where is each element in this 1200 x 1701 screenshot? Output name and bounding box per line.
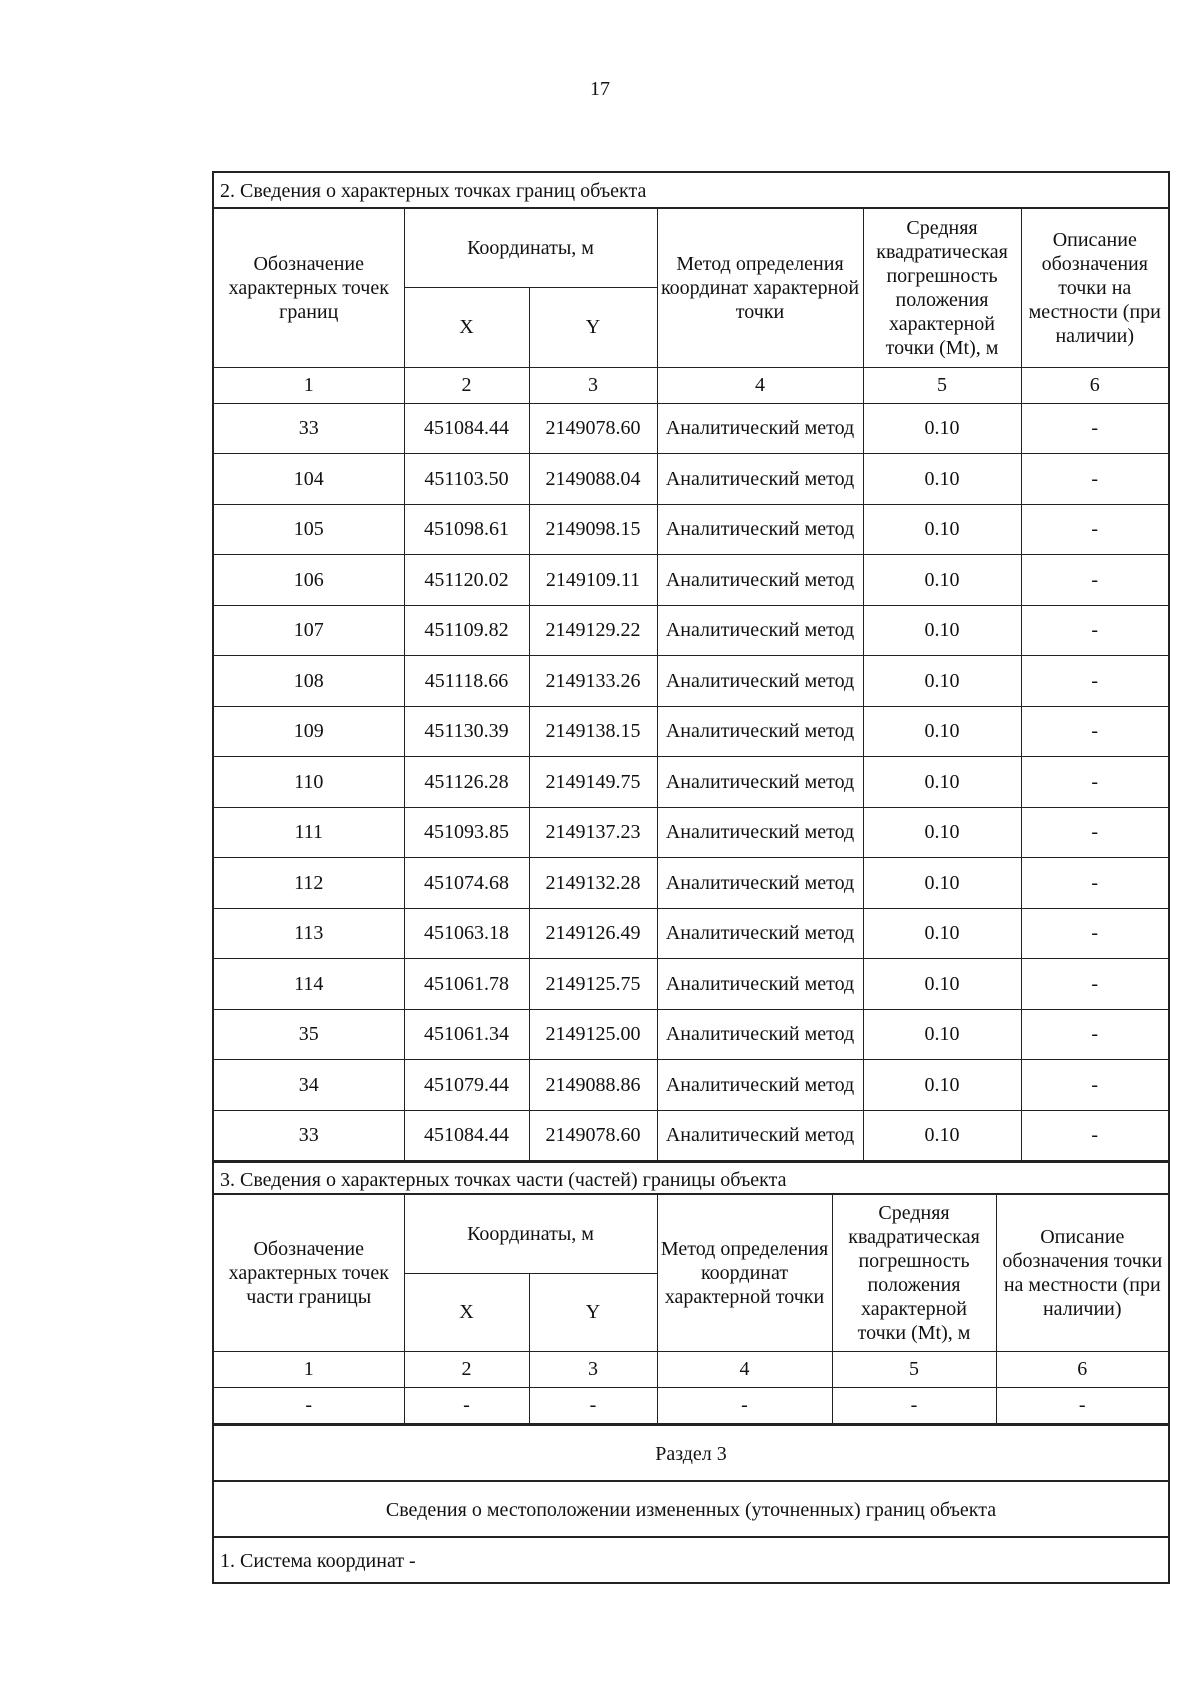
coordinate-system-line: 1. Система координат - xyxy=(214,1536,1168,1582)
description-cell: - xyxy=(1021,656,1168,707)
table-row xyxy=(214,555,1168,606)
table-cell: - xyxy=(832,1387,996,1423)
section-3-title: 3. Сведения о характерных точках части (частей) границы объекта xyxy=(214,1161,1168,1195)
point-cell: 110 xyxy=(214,757,404,808)
description-cell: - xyxy=(1021,908,1168,959)
document-frame xyxy=(212,171,1170,1584)
y-cell: 2149109.11 xyxy=(529,555,657,606)
method-cell: Аналитический метод xyxy=(657,1110,863,1161)
column-number: 6 xyxy=(996,1351,1168,1387)
table-row xyxy=(214,1060,1168,1111)
method-cell: Аналитический метод xyxy=(657,908,863,959)
point-cell: 106 xyxy=(214,555,404,606)
header-coordinates: Координаты, м xyxy=(404,209,657,287)
x-cell: 451093.85 xyxy=(404,807,529,858)
y-cell: 2149132.28 xyxy=(529,858,657,909)
y-cell: 2149133.26 xyxy=(529,656,657,707)
column-number: 3 xyxy=(529,367,657,403)
table-row xyxy=(214,1009,1168,1060)
header-method: Метод определения координат характерной точки xyxy=(657,209,863,367)
header-y: Y xyxy=(529,287,657,367)
mt-cell: 0.10 xyxy=(863,504,1021,555)
mt-cell: 0.10 xyxy=(863,1110,1021,1161)
header-point-designation: Обозначение характерных точек части границы xyxy=(214,1195,404,1351)
mt-cell: 0.10 xyxy=(863,959,1021,1010)
y-cell: 2149129.22 xyxy=(529,605,657,656)
point-cell: 111 xyxy=(214,807,404,858)
section-heading: Раздел 3 xyxy=(214,1424,1168,1480)
point-cell: 33 xyxy=(214,403,404,454)
point-cell: 33 xyxy=(214,1110,404,1161)
y-cell: 2149088.04 xyxy=(529,454,657,505)
mt-cell: 0.10 xyxy=(863,1060,1021,1111)
method-cell: Аналитический метод xyxy=(657,454,863,505)
x-cell: 451061.34 xyxy=(404,1009,529,1060)
column-number: 4 xyxy=(657,367,863,403)
x-cell: 451079.44 xyxy=(404,1060,529,1111)
table-row xyxy=(214,656,1168,707)
description-cell: - xyxy=(1021,959,1168,1010)
section-2-title: 2. Сведения о характерных точках границ объекта xyxy=(214,173,1168,209)
table-row xyxy=(214,504,1168,555)
mt-cell: 0.10 xyxy=(863,757,1021,808)
y-cell: 2149098.15 xyxy=(529,504,657,555)
x-cell: 451118.66 xyxy=(404,656,529,707)
x-cell: 451084.44 xyxy=(404,403,529,454)
header-description: Описание обозначения точки на местности (при наличии) xyxy=(1021,209,1168,367)
table-row xyxy=(214,959,1168,1010)
description-cell: - xyxy=(1021,1060,1168,1111)
y-cell: 2149088.86 xyxy=(529,1060,657,1111)
description-cell: - xyxy=(1021,1009,1168,1060)
table-row xyxy=(214,706,1168,757)
point-cell: 34 xyxy=(214,1060,404,1111)
description-cell: - xyxy=(1021,454,1168,505)
part-boundary-points-table xyxy=(214,1195,1168,1424)
table-cell: - xyxy=(404,1387,529,1423)
header-description: Описание обозначения точки на местности (при наличии) xyxy=(996,1195,1168,1351)
column-number: 4 xyxy=(657,1351,832,1387)
method-cell: Аналитический метод xyxy=(657,504,863,555)
x-cell: 451126.28 xyxy=(404,757,529,808)
table-cell: - xyxy=(529,1387,657,1423)
mt-cell: 0.10 xyxy=(863,555,1021,606)
method-cell: Аналитический метод xyxy=(657,858,863,909)
x-cell: 451084.44 xyxy=(404,1110,529,1161)
method-cell: Аналитический метод xyxy=(657,1060,863,1111)
method-cell: Аналитический метод xyxy=(657,807,863,858)
table-row xyxy=(214,858,1168,909)
table-cell: - xyxy=(657,1387,832,1423)
column-number: 6 xyxy=(1021,367,1168,403)
x-cell: 451063.18 xyxy=(404,908,529,959)
point-cell: 112 xyxy=(214,858,404,909)
mt-cell: 0.10 xyxy=(863,454,1021,505)
x-cell: 451109.82 xyxy=(404,605,529,656)
point-cell: 108 xyxy=(214,656,404,707)
method-cell: Аналитический метод xyxy=(657,605,863,656)
table-row xyxy=(214,757,1168,808)
column-number: 1 xyxy=(214,1351,404,1387)
x-cell: 451098.61 xyxy=(404,504,529,555)
point-cell: 35 xyxy=(214,1009,404,1060)
table-cell: - xyxy=(214,1387,404,1423)
point-cell: 104 xyxy=(214,454,404,505)
mt-cell: 0.10 xyxy=(863,1009,1021,1060)
y-cell: 2149125.00 xyxy=(529,1009,657,1060)
x-cell: 451074.68 xyxy=(404,858,529,909)
method-cell: Аналитический метод xyxy=(657,757,863,808)
mt-cell: 0.10 xyxy=(863,858,1021,909)
section-subheading: Сведения о местоположении измененных (уточненных) границ объекта xyxy=(214,1480,1168,1536)
header-y: Y xyxy=(529,1273,657,1351)
method-cell: Аналитический метод xyxy=(657,959,863,1010)
description-cell: - xyxy=(1021,858,1168,909)
description-cell: - xyxy=(1021,504,1168,555)
header-x: X xyxy=(404,287,529,367)
y-cell: 2149125.75 xyxy=(529,959,657,1010)
method-cell: Аналитический метод xyxy=(657,1009,863,1060)
header-coordinates: Координаты, м xyxy=(404,1195,657,1273)
mt-cell: 0.10 xyxy=(863,807,1021,858)
column-number: 1 xyxy=(214,367,404,403)
table-row xyxy=(214,605,1168,656)
column-number: 5 xyxy=(863,367,1021,403)
table-cell: - xyxy=(996,1387,1168,1423)
y-cell: 2149078.60 xyxy=(529,1110,657,1161)
y-cell: 2149137.23 xyxy=(529,807,657,858)
header-mean-error: Средняя квадратическая погрешность положения характерной точки (Mt), м xyxy=(832,1195,996,1351)
point-cell: 109 xyxy=(214,706,404,757)
point-cell: 113 xyxy=(214,908,404,959)
table-row xyxy=(214,908,1168,959)
table-row xyxy=(214,454,1168,505)
table-row xyxy=(214,1387,1168,1423)
description-cell: - xyxy=(1021,403,1168,454)
header-mean-error: Средняя квадратическая погрешность положения характерной точки (Mt), м xyxy=(863,209,1021,367)
y-cell: 2149126.49 xyxy=(529,908,657,959)
y-cell: 2149078.60 xyxy=(529,403,657,454)
mt-cell: 0.10 xyxy=(863,706,1021,757)
mt-cell: 0.10 xyxy=(863,908,1021,959)
method-cell: Аналитический метод xyxy=(657,706,863,757)
description-cell: - xyxy=(1021,605,1168,656)
method-cell: Аналитический метод xyxy=(657,656,863,707)
page-number: 17 xyxy=(590,78,610,100)
description-cell: - xyxy=(1021,807,1168,858)
x-cell: 451130.39 xyxy=(404,706,529,757)
column-number-row xyxy=(214,1351,1168,1387)
method-cell: Аналитический метод xyxy=(657,555,863,606)
y-cell: 2149138.15 xyxy=(529,706,657,757)
mt-cell: 0.10 xyxy=(863,403,1021,454)
column-number: 5 xyxy=(832,1351,996,1387)
header-method: Метод определения координат характерной точки xyxy=(657,1195,832,1351)
table-row xyxy=(214,1110,1168,1161)
mt-cell: 0.10 xyxy=(863,656,1021,707)
header-point-designation: Обозначение характерных точек границ xyxy=(214,209,404,367)
table-row xyxy=(214,403,1168,454)
x-cell: 451120.02 xyxy=(404,555,529,606)
x-cell: 451103.50 xyxy=(404,454,529,505)
point-cell: 107 xyxy=(214,605,404,656)
method-cell: Аналитический метод xyxy=(657,403,863,454)
column-number-row xyxy=(214,367,1168,403)
boundary-points-table xyxy=(214,209,1168,1161)
y-cell: 2149149.75 xyxy=(529,757,657,808)
description-cell: - xyxy=(1021,555,1168,606)
description-cell: - xyxy=(1021,1110,1168,1161)
x-cell: 451061.78 xyxy=(404,959,529,1010)
mt-cell: 0.10 xyxy=(863,605,1021,656)
point-cell: 114 xyxy=(214,959,404,1010)
column-number: 3 xyxy=(529,1351,657,1387)
table-row xyxy=(214,807,1168,858)
column-number: 2 xyxy=(404,1351,529,1387)
column-number: 2 xyxy=(404,367,529,403)
header-x: X xyxy=(404,1273,529,1351)
description-cell: - xyxy=(1021,706,1168,757)
description-cell: - xyxy=(1021,757,1168,808)
point-cell: 105 xyxy=(214,504,404,555)
